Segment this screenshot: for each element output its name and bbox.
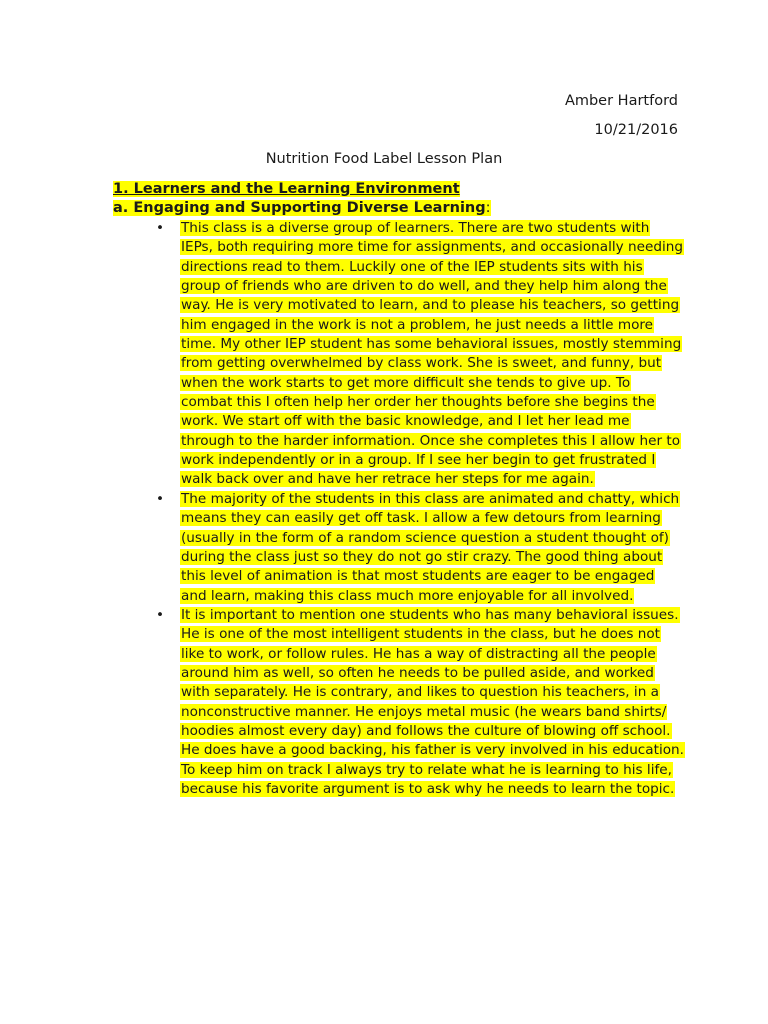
subsection-heading-suffix: : <box>485 200 491 216</box>
bullet-text: It is important to mention one students who has many behavioral issues. He is one of the most intelligent students in the class, but he does not like to work, or follow rules. He has a way of distracting all the people around him as well, so often he needs to be pulled aside, and worked with separately. He is contrary, and likes to question his teachers, in a nonconstructive manner. He enjoys metal music (he wears band shirts/ hoodies almost every day) and follows the culture of blowing off school. He does have a good backing, his father is very involved in his education. To keep him on track I always try to relate what he is learning to his life, because his favorite argument is to ask why he needs to learn the topic. <box>181 606 684 797</box>
author-name: Amber Hartford <box>564 93 678 109</box>
document-title: Nutrition Food Label Lesson Plan <box>265 151 503 167</box>
bullet-list <box>154 219 684 799</box>
subsection-heading-bold: a. Engaging and Supporting Diverse Learning <box>113 200 486 216</box>
list-item <box>154 219 684 490</box>
bullet-icon: • <box>156 606 165 623</box>
list-item <box>154 490 684 606</box>
section-heading: 1. Learners and the Learning Environment <box>113 181 460 197</box>
document-date: 10/21/2016 <box>594 122 678 138</box>
bullet-text: The majority of the students in this class are animated and chatty, which means they can easily get off task. I allow a few detours from learning (usually in the form of a random science question a student thought of) during the class just so they do not go stir crazy. The good thing about this level of animation is that most students are eager to be engaged and learn, making this class much more enjoyable for all involved. <box>181 490 680 604</box>
bullet-text: This class is a diverse group of learners. There are two students with IEPs, both requiring more time for assignments, and occasionally needing directions read to them. Luckily one of the IEP students sits with his group of friends who are driven to do well, and they help him along the way. He is very motivated to learn, and to please his teachers, so getting him engaged in the work is not a problem, he just needs a little more time. My other IEP student has some behavioral issues, mostly stemming from getting overwhelmed by class work. She is sweet, and funny, but when the work starts to get more difficult she tends to give up. To combat this I often help her order her thoughts before she begins the work. We start off with the basic knowledge, and I let her lead me through to the harder information. Once she completes this I allow her to work independently or in a group. If I see her begin to get frustrated I walk back over and have her retrace her steps for me again. <box>181 220 683 488</box>
subsection-heading <box>113 200 491 216</box>
bullet-icon: • <box>156 220 165 236</box>
bullet-icon: • <box>156 490 165 507</box>
list-item <box>154 606 684 799</box>
